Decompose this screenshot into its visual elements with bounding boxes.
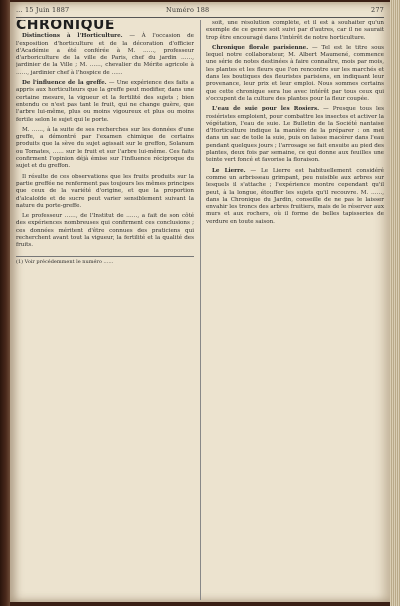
paragraph: soit, une résolution complète, et il est à souhaiter qu'un exemple de ce genre soit suivi par d'autres, car il ne saurait trop être encouragé dans l'intérêt de notre horticulture. <box>206 20 384 41</box>
header-page-number: 277 <box>370 6 384 14</box>
footnote: (1) Voir précédemment le numéro …… <box>16 256 194 266</box>
left-column <box>16 20 194 600</box>
header-rule <box>16 17 384 18</box>
page-edges <box>390 0 400 606</box>
paragraph: Chronique florale parisienne. — Tel est le titre sous lequel notre collaborateur, M. Albert Maumené, commence une série de notes destinées à faire connaître, mois par mois, les plantes et les fleurs que l'on rencontre sur les marchés et dans les boutiques des fleuristes parisiens, en indiquant leur provenance, leur prix et leur emploi. Nous sommes certains que cette chronique sera lue avec intérêt par tous ceux qui s'occupent de la culture des plantes pour la fleur coupée. <box>206 44 384 102</box>
paragraph: M. ……, à la suite de ses recherches sur les données d'une greffe, a démontré par l'examen chimique de certains produits que la sève du sujet agissait sur le greffon, Solanum ou Tomates, …… sur le fruit et sur l'arbre lui-même. Ces faits confirment l'opinion déjà émise sur l'influence réciproque du sujet et du greffon. <box>16 126 194 170</box>
header-date: … 15 Juin 1887 <box>16 6 70 14</box>
paragraph: Distinctions à l'Horticulture. — À l'occasion de l'exposition d'horticulture et de la décoration d'officier d'Académie a été conférée à M. ……, professeur d'arboriculture de la ville de Paris, chef du jardin ……, jardinier de la Ville ; M. ……, chevalier du Mérite agricole à ……, jardinier chef à l'hospice de …… <box>16 33 194 76</box>
paragraph: L'eau de suie pour les Rosiers. — Presque tous les rosiéristes emploient, pour combattre les insectes et activer la végétation, l'eau de suie. Le Bulletin de la Société nantaise d'Horticulture indique la manière de la préparer : on met dans un sac de toile la suie, puis on laisse macérer dans l'eau pendant quelques jours ; l'arrosage se fait ensuite au pied des plantes, deux fois par semaine, ce qui donne aux feuilles une teinte vert foncé et favorise la floraison. <box>206 106 384 164</box>
section-title: CHRONIQUE <box>16 20 115 33</box>
journal-page <box>10 2 390 602</box>
column-separator <box>200 20 201 600</box>
book-spine <box>0 0 10 606</box>
paragraph: Le professeur ……, de l'Institut de ……, a fait de son côté des expériences nombreuses qui confirment ces conclusions ; ces données méritent d'être connues des praticiens qui recherchent avant tout la vigueur, la fertilité et la qualité des fruits. <box>16 213 194 249</box>
header-issue: Numéro 188 <box>166 6 210 14</box>
paragraph: Le Lierre. — Le Lierre est habituellement considéré comme un arbrisseau grimpant, peu nuisible aux arbres sur lesquels il s'attache ; l'expérience montre cependant qu'il peut, à la longue, étouffer les sujets qu'il recouvre. M. ……, dans la Chronique du Jardin, conseille de ne pas le laisser envahir les troncs des arbres fruitiers, mais de le réserver aux murs et aux rochers, où il forme de belles tapisseries de verdure en toute saison. <box>206 167 384 225</box>
paragraph: De l'influence de la greffe. — Une expérience des faits a appris aux horticulteurs que la greffe peut modifier, dans une certaine mesure, la vigueur et la fertilité des sujets ; bien entendu ce n'est pas tant le fruit, qui ne change guère, que l'arbre lui-même, plus ou moins vigoureux et plus ou moins fertile selon le sujet qui le porte. <box>16 80 194 123</box>
paragraph: Il résulte de ces observations que les fruits produits sur la partie greffée ne renferment pas toujours les mêmes principes que ceux de la variété d'origine, et que la proportion d'alcaloïde et de sucre peut varier sensiblement suivant la nature du porte-greffe. <box>16 173 194 209</box>
right-column <box>206 20 384 600</box>
